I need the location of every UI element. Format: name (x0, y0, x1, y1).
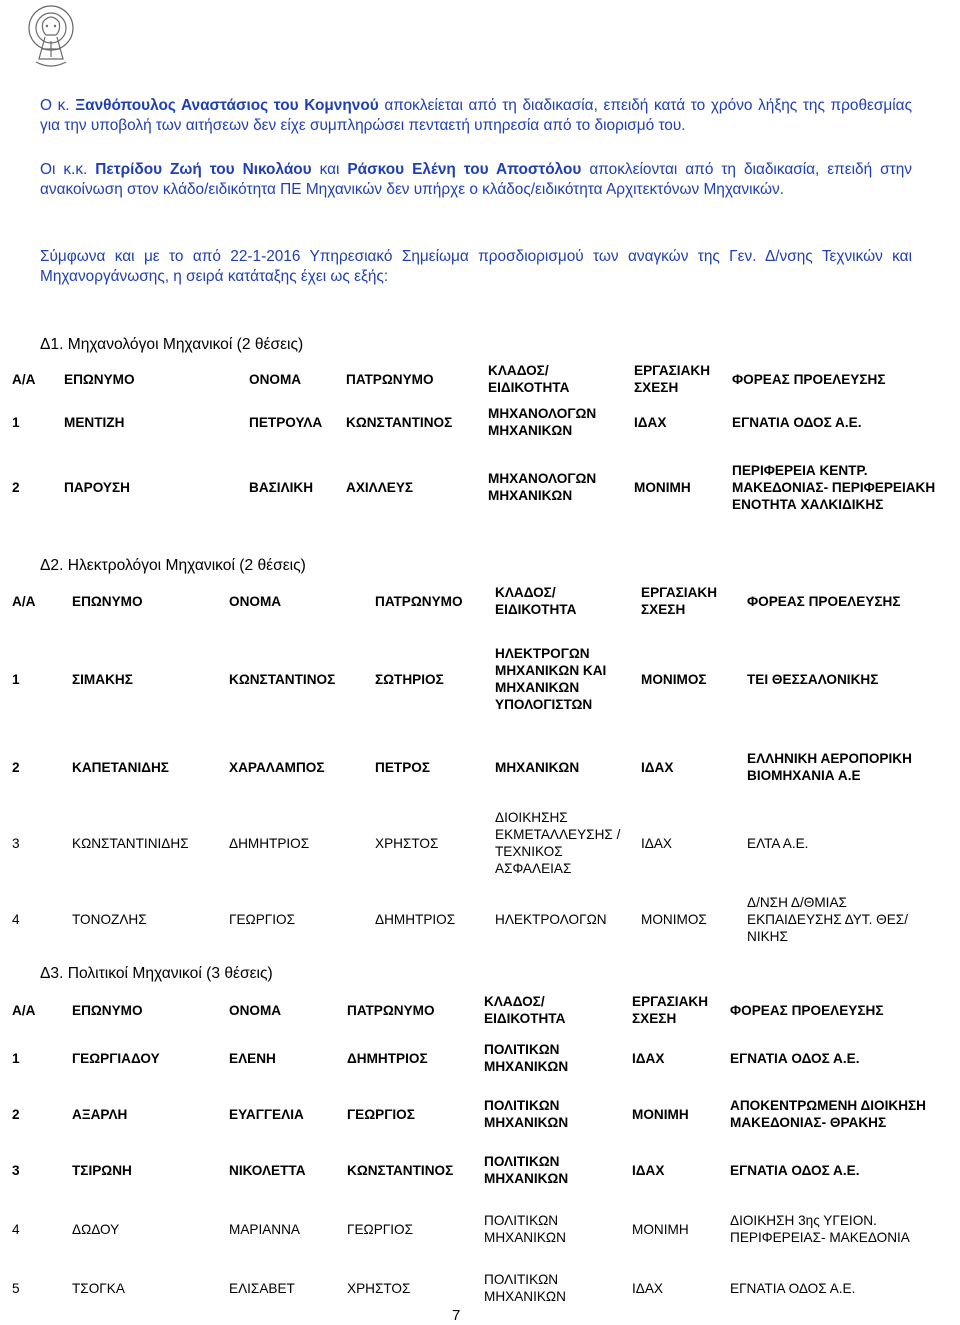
cell-branch: ΜΗΧΑΝΙΚΩΝ (495, 759, 580, 775)
cell-surname: ΚΩΝΣΤΑΝΤΙΝΙΔΗΣ (72, 835, 189, 851)
cell-aa: 3 (12, 1162, 20, 1178)
cell-name: ΠΕΤΡΟΥΛΑ (249, 414, 323, 430)
cell-aa: 1 (12, 1050, 20, 1066)
header-name: ΟΝΟΜΑ (249, 371, 302, 387)
table-row (10, 734, 942, 800)
cell-origin: ΠΕΡΙΦΕΡΕΙΑ ΚΕΝΤΡ. ΜΑΚΕΔΟΝΙΑΣ- ΠΕΡΙΦΕΡΕΙΑΚΗ ΕΝΟΤΗΤΑ ΧΑΛΚΙΔΙΚΗΣ (732, 462, 936, 512)
section-title-mechanical: Δ1. Μηχανολόγοι Μηχανικοί (2 θέσεις) (40, 336, 304, 353)
cell-origin: ΕΛΤΑ Α.Ε. (747, 835, 809, 851)
table-row (10, 442, 940, 532)
cell-name: ΚΩΝΣΤΑΝΤΙΝΟΣ (229, 671, 336, 687)
cell-branch: ΠΟΛΙΤΙΚΩΝ ΜΗΧΑΝΙΚΩΝ (484, 1042, 569, 1074)
cell-aa: 4 (12, 911, 20, 927)
cell-branch: ΜΗΧΑΝΟΛΟΓΩΝ ΜΗΧΑΝΙΚΩΝ (488, 471, 597, 503)
cell-employment: ΜΟΝΙΜΗ (632, 1221, 689, 1237)
table-row (10, 1263, 942, 1313)
cell-surname: ΚΑΠΕΤΑΝΙΔΗΣ (72, 759, 169, 775)
table-row (10, 1195, 942, 1263)
header-fathername: ΠΑΤΡΩΝΥΜΟ (347, 1002, 435, 1018)
table-row (10, 1145, 942, 1195)
cell-branch: ΜΗΧΑΝΟΛΟΓΩΝ ΜΗΧΑΝΙΚΩΝ (488, 406, 597, 438)
p1-candidate-name: Ξανθόπουλος Αναστάσιος του Κομνηνού (75, 97, 379, 114)
header-fathername: ΠΑΤΡΩΝΥΜΟ (375, 593, 463, 609)
cell-employment: ΜΟΝΙΜΟΣ (641, 671, 707, 687)
section-title-electrical: Δ2. Ηλεκτρολόγοι Μηχανικοί (2 θέσεις) (40, 557, 306, 574)
p1-text: αποκλείεται από τη διαδικασία, επειδή κατά το χρόνο λήξης της προθεσμίας για την υποβολή των αιτήσεων δεν είχε συμπληρώσει πενταετή υπηρεσία από το διορισμό του. (40, 97, 912, 134)
cell-surname: ΓΕΩΡΓΙΑΔΟΥ (72, 1050, 160, 1066)
cell-employment: ΜΟΝΙΜΗ (632, 1106, 689, 1122)
cell-fathername: ΓΕΩΡΓΙΟΣ (347, 1106, 415, 1122)
header-employment: ΕΡΓΑΣΙΑΚΗ ΣΧΕΣΗ (641, 585, 718, 617)
header-origin: ΦΟΡΕΑΣ ΠΡΟΕΛΕΥΣΗΣ (732, 371, 886, 387)
p2-prefix: Οι κ.κ. (40, 161, 96, 178)
header-branch: ΚΛΑΔΟΣ/ ΕΙΔΙΚΟΤΗΤΑ (488, 363, 570, 395)
table-row (10, 624, 942, 734)
cell-employment: ΙΔΑΧ (634, 414, 667, 430)
cell-aa: 1 (12, 414, 20, 430)
p2-text: αποκλείονται από τη διαδικασία, επειδή στην ανακοίνωση στον κλάδο/ειδικότητα ΠΕ Μηχανικών δεν υπήρχε ο κλάδος/ειδικότητα Αρχιτεκτόνων Μηχανικών. (40, 161, 912, 198)
cell-aa: 5 (12, 1280, 20, 1296)
header-employment: ΕΡΓΑΣΙΑΚΗ ΣΧΕΣΗ (634, 363, 711, 395)
table-row (10, 402, 940, 442)
cell-surname: ΠΑΡΟΥΣΗ (64, 479, 130, 495)
cell-fathername: ΓΕΩΡΓΙΟΣ (347, 1221, 414, 1237)
cell-origin: ΕΛΛΗΝΙΚΗ ΑΕΡΟΠΟΡΙΚΗ ΒΙΟΜΗΧΑΝΙΑ Α.Ε (747, 751, 912, 783)
cell-name: ΕΛΙΣΑΒΕΤ (229, 1280, 295, 1296)
cell-employment: ΜΟΝΙΜΟΣ (641, 911, 707, 927)
cell-name: ΧΑΡΑΛΑΜΠΟΣ (229, 759, 325, 775)
cell-surname: ΤΣΟΓΚΑ (72, 1280, 125, 1296)
cell-name: ΕΥΑΓΓΕΛΙΑ (229, 1106, 304, 1122)
cell-branch: ΠΟΛΙΤΙΚΩΝ ΜΗΧΑΝΙΚΩΝ (484, 1213, 566, 1245)
cell-surname: ΑΞΑΡΛΗ (72, 1106, 128, 1122)
header-origin: ΦΟΡΕΑΣ ΠΡΟΕΛΕΥΣΗΣ (747, 593, 901, 609)
cell-origin: ΕΓΝΑΤΙΑ ΟΔΟΣ Α.Ε. (732, 414, 862, 430)
table-header-row (10, 578, 942, 624)
table-header-row (10, 356, 940, 402)
university-seal-emblem (20, 2, 82, 70)
cell-origin: Δ/ΝΣΗ Δ/ΘΜΙΑΣ ΕΚΠΑΙΔΕΥΣΗΣ ΔΥΤ. ΘΕΣ/ΝΙΚΗΣ (747, 894, 908, 944)
ranking-intro-paragraph: Σύμφωνα και με το από 22-1-2016 Υπηρεσιακό Σημείωμα προσδιορισμού των αναγκών της Γεν. Δ/νσης Τεχνικών και Μηχανοργάνωσης, η σειρά κατάταξης έχει ως εξής: (40, 248, 912, 285)
cell-name: ΔΗΜΗΤΡΙΟΣ (229, 835, 310, 851)
cell-aa: 2 (12, 479, 20, 495)
cell-name: ΝΙΚΟΛΕΤΤΑ (229, 1162, 306, 1178)
header-aa: Α/Α (12, 371, 36, 387)
table-mechanical (10, 356, 940, 532)
cell-branch: ΠΟΛΙΤΙΚΩΝ ΜΗΧΑΝΙΚΩΝ (484, 1272, 566, 1304)
cell-fathername: ΔΗΜΗΤΡΙΟΣ (375, 911, 456, 927)
cell-employment: ΙΔΑΧ (632, 1162, 665, 1178)
cell-fathername: ΔΗΜΗΤΡΙΟΣ (347, 1050, 428, 1066)
header-branch: ΚΛΑΔΟΣ/ ΕΙΔΙΚΟΤΗΤΑ (495, 585, 577, 617)
p1-prefix: Ο κ. (40, 97, 76, 114)
cell-surname: ΜΕΝΤΙΖΗ (64, 414, 125, 430)
cell-surname: ΤΟΝΟΖΛΗΣ (72, 911, 147, 927)
table-row (10, 886, 942, 952)
header-surname: ΕΠΩΝΥΜΟ (72, 1002, 143, 1018)
cell-aa: 3 (12, 835, 20, 851)
cell-fathername: ΚΩΝΣΤΑΝΤΙΝΟΣ (346, 414, 453, 430)
cell-name: ΜΑΡΙΑΝΝΑ (229, 1221, 301, 1237)
cell-branch: ΔΙΟΙΚΗΣΗΣ ΕΚΜΕΤΑΛΛΕΥΣΗΣ /ΤΕΧΝΙΚΟΣ ΑΣΦΑΛΕΙΑΣ (495, 810, 621, 876)
cell-surname: ΔΩΔΟΥ (72, 1221, 120, 1237)
cell-fathername: ΚΩΝΣΤΑΝΤΙΝΟΣ (347, 1162, 454, 1178)
cell-fathername: ΑΧΙΛΛΕΥΣ (346, 479, 414, 495)
table-row (10, 800, 942, 886)
table-header-row (10, 987, 942, 1033)
cell-branch: ΗΛΕΚΤΡΟΛΟΓΩΝ (495, 911, 607, 927)
cell-origin: ΕΓΝΑΤΙΑ ΟΔΟΣ Α.Ε. (730, 1280, 856, 1296)
page-number: 7 (452, 1307, 461, 1324)
cell-fathername: ΧΡΗΣΤΟΣ (375, 835, 439, 851)
table-row (10, 1083, 942, 1145)
header-employment: ΕΡΓΑΣΙΑΚΗ ΣΧΕΣΗ (632, 994, 709, 1026)
cell-fathername: ΧΡΗΣΤΟΣ (347, 1280, 411, 1296)
cell-name: ΒΑΣΙΛΙΚΗ (249, 479, 314, 495)
header-origin: ΦΟΡΕΑΣ ΠΡΟΕΛΕΥΣΗΣ (730, 1002, 884, 1018)
header-aa: Α/Α (12, 1002, 36, 1018)
header-name: ΟΝΟΜΑ (229, 1002, 282, 1018)
header-surname: ΕΠΩΝΥΜΟ (72, 593, 143, 609)
cell-employment: ΜΟΝΙΜΗ (634, 479, 691, 495)
cell-fathername: ΣΩΤΗΡΙΟΣ (375, 671, 444, 687)
header-name: ΟΝΟΜΑ (229, 593, 282, 609)
cell-origin: ΑΠΟΚΕΝΤΡΩΜΕΝΗ ΔΙΟΙΚΗΣΗ ΜΑΚΕΔΟΝΙΑΣ- ΘΡΑΚΗΣ (730, 1098, 926, 1130)
cell-fathername: ΠΕΤΡΟΣ (375, 759, 430, 775)
cell-aa: 4 (12, 1221, 20, 1237)
table-civil (10, 987, 942, 1313)
cell-name: ΓΕΩΡΓΙΟΣ (229, 911, 296, 927)
cell-aa: 2 (12, 1106, 20, 1122)
cell-origin: ΤΕΙ ΘΕΣΣΑΛΟΝΙΚΗΣ (747, 671, 879, 687)
cell-origin: ΕΓΝΑΤΙΑ ΟΔΟΣ Α.Ε. (730, 1050, 860, 1066)
cell-branch: ΗΛΕΚΤΡΟΓΩΝ ΜΗΧΑΝΙΚΩΝ ΚΑΙ ΜΗΧΑΝΙΚΩΝ ΥΠΟΛΟΓΙΣΤΩΝ (495, 646, 607, 712)
table-row (10, 1033, 942, 1083)
cell-employment: ΙΔΑΧ (641, 759, 674, 775)
exclusion-paragraph-1 (40, 96, 912, 136)
cell-employment: ΙΔΑΧ (632, 1280, 663, 1296)
cell-employment: ΙΔΑΧ (641, 835, 672, 851)
p2-candidate-name-2: Ράσκου Ελένη του Αποστόλου (347, 161, 582, 178)
cell-branch: ΠΟΛΙΤΙΚΩΝ ΜΗΧΑΝΙΚΩΝ (484, 1154, 569, 1186)
cell-employment: ΙΔΑΧ (632, 1050, 665, 1066)
cell-origin: ΔΙΟΙΚΗΣΗ 3ης ΥΓΕΙΟΝ. ΠΕΡΙΦΕΡΕΙΑΣ- ΜΑΚΕΔΟΝΙΑ (730, 1213, 910, 1245)
cell-branch: ΠΟΛΙΤΙΚΩΝ ΜΗΧΑΝΙΚΩΝ (484, 1098, 569, 1130)
header-aa: Α/Α (12, 593, 36, 609)
p2-conjunction: και (311, 161, 348, 178)
header-surname: ΕΠΩΝΥΜΟ (64, 371, 135, 387)
exclusion-paragraph-2 (40, 160, 912, 200)
section-title-civil: Δ3. Πολιτικοί Μηχανικοί (3 θέσεις) (40, 965, 273, 982)
header-fathername: ΠΑΤΡΩΝΥΜΟ (346, 371, 434, 387)
cell-surname: ΤΣΙΡΩΝΗ (72, 1162, 132, 1178)
cell-aa: 2 (12, 759, 20, 775)
cell-aa: 1 (12, 671, 20, 687)
header-branch: ΚΛΑΔΟΣ/ ΕΙΔΙΚΟΤΗΤΑ (484, 994, 566, 1026)
cell-surname: ΣΙΜΑΚΗΣ (72, 671, 133, 687)
cell-origin: ΕΓΝΑΤΙΑ ΟΔΟΣ Α.Ε. (730, 1162, 860, 1178)
p2-candidate-name-1: Πετρίδου Ζωή του Νικολάου (95, 161, 312, 178)
cell-name: ΕΛΕΝΗ (229, 1050, 276, 1066)
table-electrical (10, 578, 942, 952)
